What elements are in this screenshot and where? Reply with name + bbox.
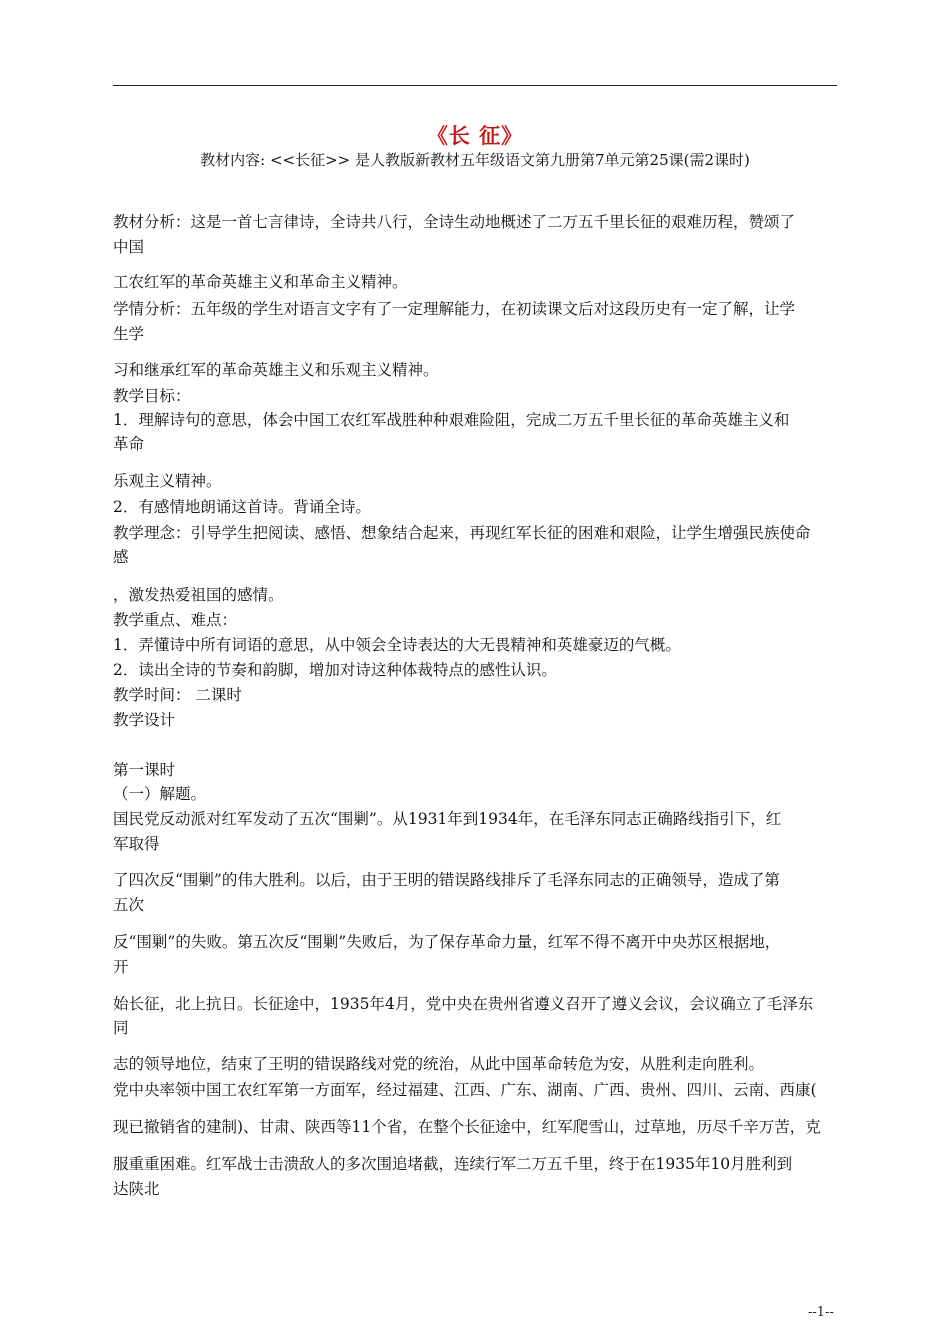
text-line: 2．读出全诗的节奏和韵脚，增加对诗这种体裁特点的感性认识。	[113, 661, 557, 679]
page-number: --1--	[808, 1305, 834, 1320]
text-line: 感	[113, 548, 129, 566]
text-line: 同	[113, 1019, 129, 1037]
text-line: 教学理念：引导学生把阅读、感悟、想象结合起来，再现红军长征的困难和艰险，让学生增强民族使命	[113, 524, 811, 542]
header-rule	[113, 85, 837, 86]
text-line: 教学时间： 二课时	[113, 686, 242, 704]
text-line: 乐观主义精神。	[113, 472, 222, 490]
text-line: 达陕北	[113, 1180, 160, 1198]
text-line: （一）解题。	[113, 785, 207, 803]
text-line: 军取得	[113, 835, 160, 853]
text-line: 志的领导地位，结束了王明的错误路线对党的统治，从此中国革命转危为安，从胜利走向胜利。	[113, 1055, 765, 1073]
text-line: 反“围剿”的失败。第五次反“围剿”失败后，为了保存革命力量，红军不得不离开中央苏区根据地，	[113, 933, 781, 951]
text-line: 生学	[113, 325, 145, 343]
text-line: 教学目标：	[113, 387, 191, 405]
text-line: 工农红军的革命英雄主义和革命主义精神。	[113, 273, 408, 291]
document-title: 《长 征》	[426, 124, 524, 148]
text-line: 革命	[113, 435, 145, 453]
text-line: 五次	[113, 896, 145, 914]
course-intro: 教材内容: <<长征>> 是人教版新教材五年级语文第九册第7单元第25课(需2课时)	[200, 151, 750, 169]
text-line: ，激发热爱祖国的感情。	[113, 586, 284, 604]
text-line: 第一课时	[113, 761, 176, 779]
text-line: 了四次反“围剿”的伟大胜利。以后，由于王明的错误路线排斥了毛泽东同志的正确领导，造成了第	[113, 871, 780, 889]
text-line: 始长征，北上抗日。长征途中，1935年4月，党中央在贵州省遵义召开了遵义会议，会议确立了毛泽东	[113, 995, 814, 1013]
text-line: 教学设计	[113, 711, 176, 729]
text-line: 服重重困难。红军战士击溃敌人的多次围追堵截，连续行军二万五千里，终于在1935年10月胜利到	[113, 1155, 793, 1173]
text-line: 国民党反动派对红军发动了五次“围剿”。从1931年到1934年，在毛泽东同志正确路线指引下，红	[113, 810, 782, 828]
text-line: 中国	[113, 238, 145, 256]
text-line: 1．弄懂诗中所有词语的意思，从中领会全诗表达的大无畏精神和英雄豪迈的气概。	[113, 636, 681, 654]
text-line: 现已撤销省的建制)、甘肃、陕西等11个省，在整个长征途中，红军爬雪山，过草地，历尽千辛万苦，克	[113, 1118, 821, 1136]
text-line: 教材分析：这是一首七言律诗，全诗共八行，全诗生动地概述了二万五千里长征的艰难历程，赞颂了	[113, 213, 796, 231]
text-line: 2．有感情地朗诵这首诗。背诵全诗。	[113, 498, 371, 516]
text-line: 党中央率领中国工农红军第一方面军，经过福建、江西、广东、湖南、广西、贵州、四川、云南、西康(	[113, 1081, 817, 1099]
text-line: 习和继承红军的革命英雄主义和乐观主义精神。	[113, 361, 439, 379]
text-line: 1．理解诗句的意思，体会中国工农红军战胜种种艰难险阻，完成二万五千里长征的革命英雄主义和	[113, 411, 790, 429]
text-line: 开	[113, 958, 129, 976]
text-line: 学情分析：五年级的学生对语言文字有了一定理解能力，在初读课文后对这段历史有一定了解，让学	[113, 300, 796, 318]
text-line: 教学重点、难点：	[113, 611, 238, 629]
